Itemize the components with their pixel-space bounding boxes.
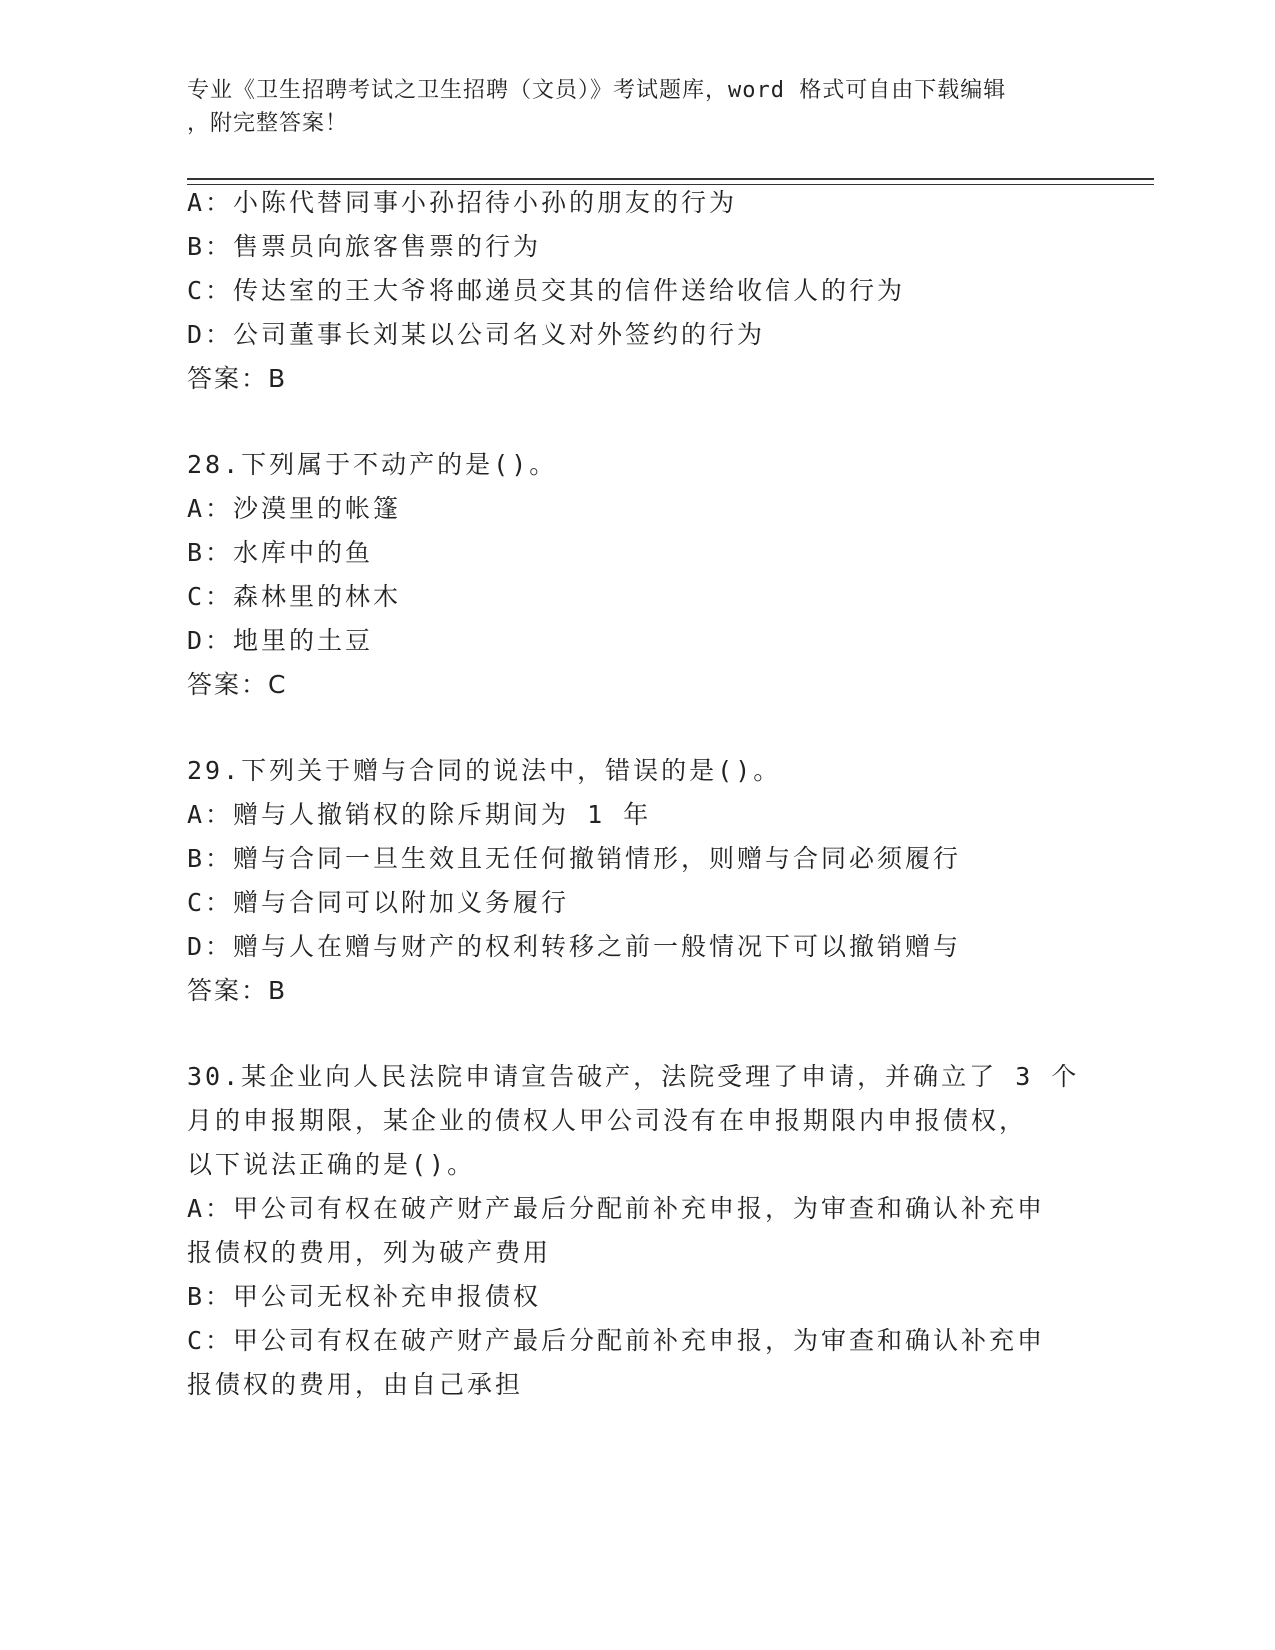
q30-option-a-line-2: 报债权的费用，列为破产费用 xyxy=(187,1238,552,1267)
q28-option-b: B：水库中的鱼 xyxy=(187,538,374,567)
q29-option-a: A：赠与人撤销权的除斥期间为 1 年 xyxy=(187,800,652,829)
header-line-1: 专业《卫生招聘考试之卫生招聘（文员）》考试题库，word 格式可自由下载编辑 xyxy=(187,78,1007,103)
document-header-text xyxy=(187,74,1067,140)
q30-option-a-line-1: A：甲公司有权在破产财产最后分配前补充申报，为审查和确认补充申 xyxy=(187,1194,1046,1223)
q27-option-b: B：售票员向旅客售票的行为 xyxy=(187,232,542,261)
q28-option-c: C：森林里的林木 xyxy=(187,582,402,611)
q30-question-line-3: 以下说法正确的是()。 xyxy=(187,1150,476,1179)
q27-option-a: A：小陈代替同事小孙招待小孙的朋友的行为 xyxy=(187,188,738,217)
header-line-2: ，附完整答案！ xyxy=(187,111,349,136)
q28-option-a: A：沙漠里的帐篷 xyxy=(187,494,402,523)
q28-question: 28.下列属于不动产的是()。 xyxy=(187,450,558,479)
q29-option-b: B：赠与合同一旦生效且无任何撤销情形，则赠与合同必须履行 xyxy=(187,844,962,873)
q29-answer: 答案：B xyxy=(187,976,288,1005)
q27-option-d: D：公司董事长刘某以公司名义对外签约的行为 xyxy=(187,320,766,349)
header-divider-thin xyxy=(187,184,1154,185)
q28-answer: 答案：C xyxy=(187,670,288,699)
q30-option-b: B：甲公司无权补充申报债权 xyxy=(187,1282,542,1311)
q30-question-line-2: 月的申报期限，某企业的债权人甲公司没有在申报期限内申报债权， xyxy=(187,1106,1028,1135)
q27-option-c: C：传达室的王大爷将邮递员交其的信件送给收信人的行为 xyxy=(187,276,906,305)
q30-option-c-line-1: C：甲公司有权在破产财产最后分配前补充申报，为审查和确认补充申 xyxy=(187,1326,1046,1355)
header-divider-thick xyxy=(187,178,1154,180)
q29-question: 29.下列关于赠与合同的说法中，错误的是()。 xyxy=(187,756,782,785)
q30-option-c-line-2: 报债权的费用，由自己承担 xyxy=(187,1370,524,1399)
q29-option-c: C：赠与合同可以附加义务履行 xyxy=(187,888,570,917)
q30-question-line-1: 30.某企业向人民法院申请宣告破产，法院受理了申请，并确立了 3 个 xyxy=(187,1062,1080,1091)
q29-option-d: D：赠与人在赠与财产的权利转移之前一般情况下可以撤销赠与 xyxy=(187,932,962,961)
q28-option-d: D：地里的土豆 xyxy=(187,626,374,655)
q27-answer: 答案：B xyxy=(187,364,288,393)
